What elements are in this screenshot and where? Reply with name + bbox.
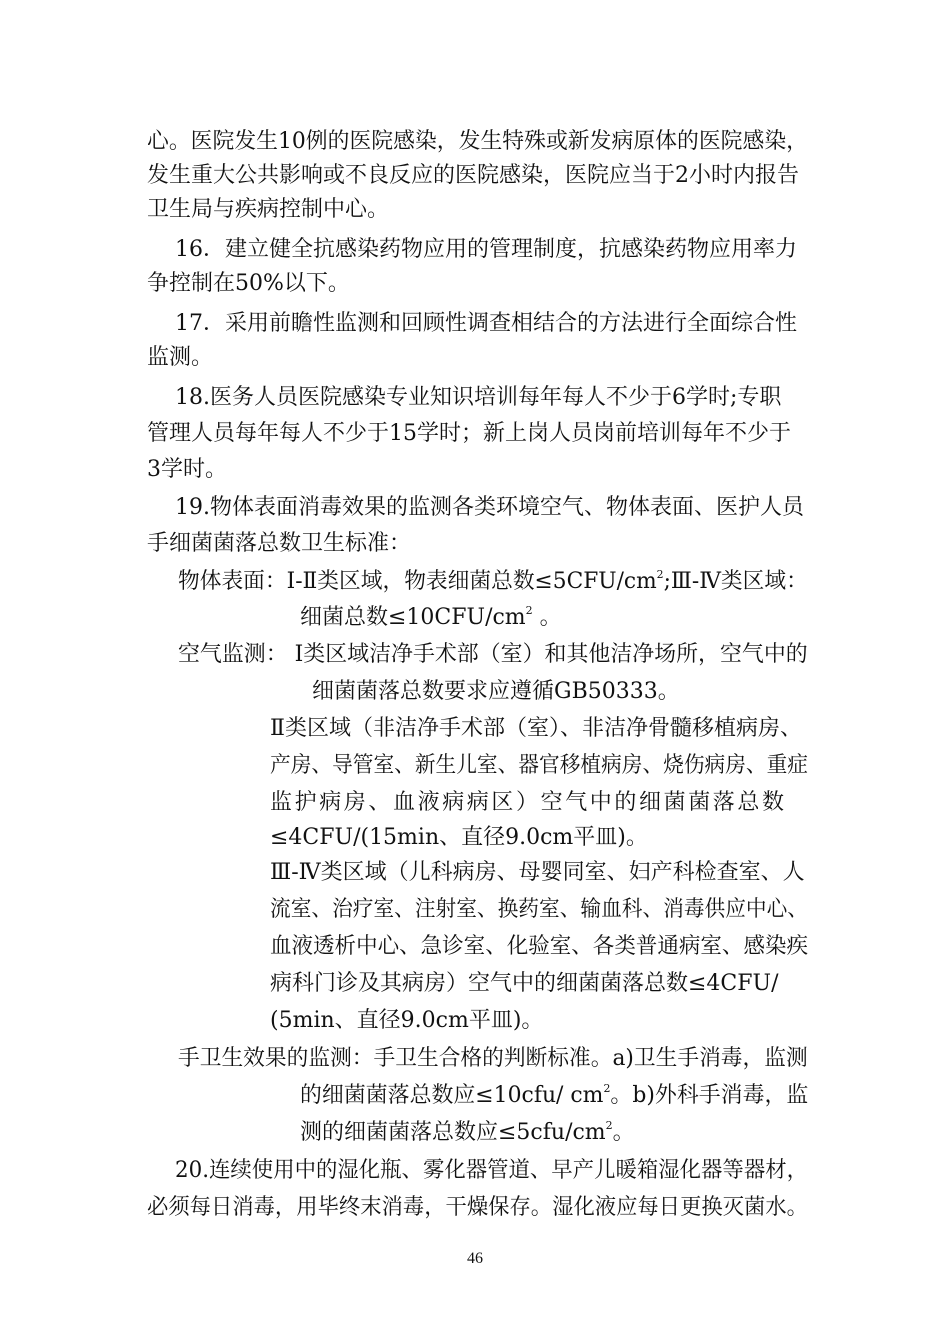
surface-text: 细菌总数≤10CFU/cm [300, 605, 526, 630]
paragraph-line: 必须每日消毒，用毕终末消毒，干燥保存。湿化液应每日更换灭菌水。 [147, 1195, 809, 1220]
paragraph-line: 17．采用前瞻性监测和回顾性调查相结合的方法进行全面综合性 [175, 311, 797, 336]
paragraph-line: 发生重大公共影响或不良反应的医院感染，医院应当于2小时内报告 [147, 163, 799, 188]
air-class2-line: 产房、导管室、新生儿室、器官移植病房、烧伤病房、重症 [270, 753, 809, 778]
paragraph-line: 3学时。 [147, 457, 227, 482]
superscript: 2 [605, 1118, 613, 1132]
paragraph-line: 手细菌菌落总数卫生标准： [147, 531, 412, 556]
surface-standard-line [300, 604, 562, 632]
air-monitoring-line: 细菌菌落总数要求应遵循GB50333。 [312, 679, 680, 704]
hand-hygiene-line [300, 1119, 635, 1147]
superscript: 2 [603, 1081, 611, 1095]
paragraph-line: 18.医务人员医院感染专业知识培训每年每人不少于6学时;专职 [175, 385, 782, 410]
air-monitoring-line: 空气监测： Ⅰ类区域洁净手术部（室）和其他洁净场所，空气中的 [178, 642, 808, 667]
air-class34-line: 流室、治疗室、注射室、换药室、输血科、消毒供应中心、 [270, 897, 809, 922]
hand-text: 测的细菌菌落总数应≤5cfu/cm [300, 1120, 606, 1145]
hand-text: 的细菌菌落总数应≤10cfu/ cm [300, 1083, 604, 1108]
air-class2-line: Ⅱ类区域（非洁净手术部（室）、非洁净骨髓移植病房、 [270, 716, 802, 741]
air-class34-line: 病科门诊及其病房）空气中的细菌菌落总数≤4CFU/ [270, 971, 779, 996]
page-number: 46 [467, 1250, 483, 1267]
hand-text: 。b)外科手消毒，监 [610, 1083, 809, 1108]
paragraph-line: 监测。 [147, 345, 214, 370]
hand-hygiene-line [300, 1082, 808, 1110]
paragraph-line: 16．建立健全抗感染药物应用的管理制度，抗感染药物应用率力 [175, 237, 797, 262]
air-class34-line: 血液透析中心、急诊室、化验室、各类普通病室、感染疾 [270, 934, 809, 959]
surface-text: ;Ⅲ-Ⅳ类区域： [663, 569, 808, 594]
superscript: 2 [525, 603, 533, 617]
paragraph-line: 管理人员每年每人不少于15学时；新上岗人员岗前培训每年不少于 [147, 421, 791, 446]
paragraph-line: 心。医院发生10例的医院感染，发生特殊或新发病原体的医院感染， [147, 129, 808, 154]
air-class34-line: Ⅲ-Ⅳ类区域（儿科病房、母婴同室、妇产科检查室、人 [270, 860, 805, 885]
air-class34-line: (5min、直径9.0cm平皿)。 [270, 1008, 544, 1033]
surface-text: 物体表面：Ⅰ-Ⅱ类区域，物表细菌总数≤5CFU/cm [178, 569, 657, 594]
paragraph-line: 20.连续使用中的湿化瓶、雾化器管道、早产儿暖箱湿化器等器材， [175, 1158, 808, 1183]
hand-hygiene-line: 手卫生效果的监测：手卫生合格的判断标准。a)卫生手消毒，监测 [178, 1046, 808, 1071]
surface-text: 。 [532, 605, 562, 630]
superscript: 2 [656, 567, 664, 581]
paragraph-line: 争控制在50%以下。 [147, 271, 350, 296]
air-class2-line: ≤4CFU/(15min、直径9.0cm平皿)。 [270, 825, 648, 850]
paragraph-line: 卫生局与疾病控制中心。 [147, 197, 390, 222]
hand-text: 。 [612, 1120, 635, 1145]
surface-standard-line [178, 568, 808, 596]
paragraph-line: 19.物体表面消毒效果的监测各类环境空气、物体表面、医护人员 [175, 495, 804, 520]
air-class2-line: 监护病房、血液病病区）空气中的细菌菌落总数 [270, 790, 787, 815]
